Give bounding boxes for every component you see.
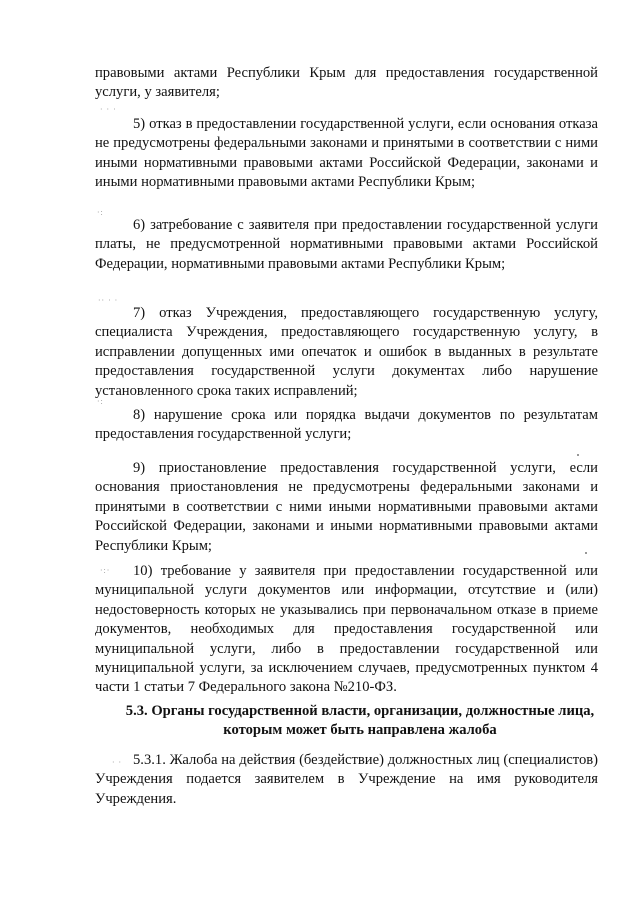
scan-speck: ⋅⋅ ⋅ ⋅	[98, 296, 119, 305]
paragraph-item-7: 7) отказ Учреждения, предоставляющего государственную услугу, специалиста Учреждения, предоставляющего государственную услугу, в исправлении допущенных ими опечаток и ошибок в выданных в результате предоставления государственной услуги документах либо нарушение установленного срока таких исправлений;	[95, 305, 598, 399]
scan-dot	[585, 552, 587, 554]
scan-speck: ⋅ ⋅	[112, 758, 123, 767]
paragraph-item-5: 5) отказ в предоставлении государственной услуги, если основания отказа не предусмотрены федеральными законами и принятыми в соответствии с ними иными нормативными правовыми актами Российской Федерации, законами и иными нормативными правовыми актами Республики Крым;	[95, 116, 598, 191]
scan-speck: ⋅:	[97, 208, 104, 217]
paragraph-intro: правовыми актами Республики Крым для предоставления государственной услуги, у заявителя;	[95, 65, 598, 101]
paragraph-item-6: 6) затребование с заявителя при предоставлении государственной услуги платы, не предусмотренной нормативными правовыми актами Российской Федерации, нормативными правовыми актами Республики Крым;	[95, 217, 598, 272]
paragraph-item-9: 9) приостановление предоставления государственной услуги, если основания приостановления не предусмотрены федеральными законами и принятыми в соответствии с ними иными нормативными правовыми актами Российской Федерации, законами и иными нормативными правовыми актами Республики Крым;	[95, 460, 598, 554]
scan-speck: ⋅ ⋅ ⋅	[100, 105, 117, 114]
paragraph-item-10: 10) требование у заявителя при предоставлении государственной или муниципальной услуги документов или информации, отсутствие и (или) недостоверность которых не указывались при первоначальном отказе в приеме документов, необходимых для предоставления государственной или муниципальной услуги, либо в предоставлении государственной или муниципальной услуги, за исключением случаев, предусмотренных пунктом 4 части 1 статьи 7 Федерального закона №210-ФЗ.	[95, 563, 598, 696]
scan-speck: ⋅:⋅	[100, 566, 111, 575]
paragraph-item-8: 8) нарушение срока или порядка выдачи документов по результатам предоставления государственной услуги;	[95, 407, 598, 443]
paragraph-5-3-1: 5.3.1. Жалоба на действия (бездействие) должностных лиц (специалистов) Учреждения подается заявителем в Учреждение на имя руководителя Учреждения.	[95, 752, 598, 807]
section-heading: 5.3. Органы государственной власти, организации, должностные лица, которым может быть направлена жалоба	[125, 703, 595, 739]
scan-dot	[577, 454, 579, 456]
scan-speck: ⋅:	[97, 397, 104, 406]
